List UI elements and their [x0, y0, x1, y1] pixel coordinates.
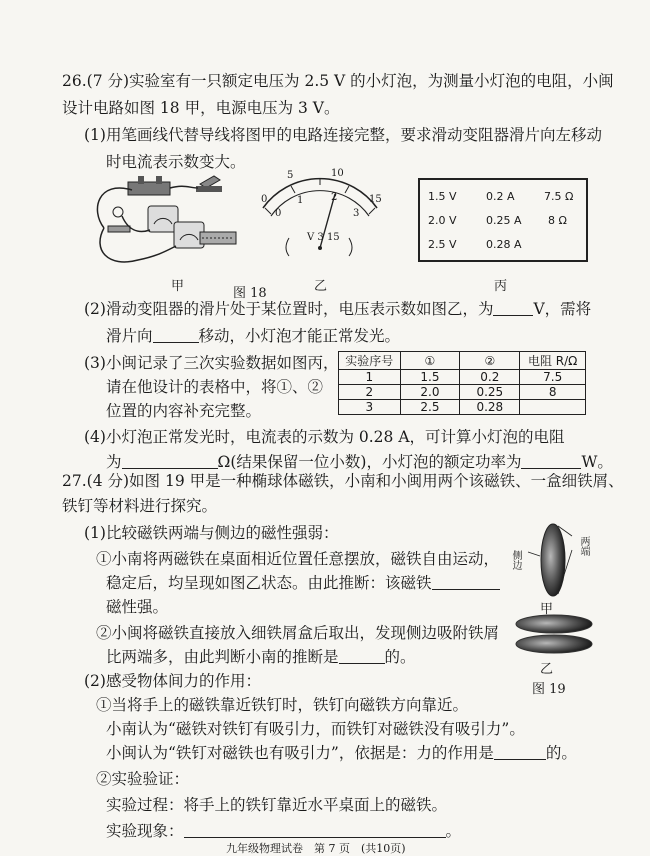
q26-part4-text-c: W。 — [581, 453, 613, 471]
q27-t1: ①当将手上的磁铁靠近铁钉时，铁钉向磁铁方向靠近。 — [96, 696, 469, 714]
q27-s2-line1: ②小闽将磁铁直接放入细铁屑盒后取出，发现侧边吸附铁屑 — [96, 624, 500, 642]
cell: 1.5 — [400, 370, 460, 385]
bing-r1-voltage: 1.5 V — [428, 190, 457, 203]
q26-stem-line2: 设计电路如图 18 甲，电源电压为 3 V。 — [62, 99, 340, 117]
cell: 0.2 — [460, 370, 520, 385]
fig19-side-label: 侧边 — [510, 550, 521, 570]
cell: 2.5 — [400, 400, 460, 415]
q27-t3-text-a: 小闽认为“铁钉对磁铁也有吸引力”，依据是：力的作用是 — [106, 744, 494, 762]
q27-s1-line2 — [106, 572, 500, 594]
q27-s1-line1: ①小南将两磁铁在桌面相近位置任意摆放，磁铁自由运动， — [96, 550, 500, 568]
scale-bottom-3: 3 — [353, 208, 360, 219]
fig19-label-jia: 甲 — [540, 602, 554, 617]
q26-part3-line3: 位置的内容补充完整。 — [106, 402, 262, 420]
header-resistance: 电阻 R/Ω — [520, 352, 586, 370]
q26-part1-line1: (1)用笔画线代替导线将图甲的电路连接完整，要求滑动变阻器滑片向左移动 — [84, 126, 602, 144]
scale-bottom-1: 1 — [297, 195, 304, 206]
q27-stem-line1: 27.(4 分)如图 19 甲是一种椭球体磁铁，小南和小闽用两个该磁铁、一盒细铁屑、 — [62, 472, 624, 490]
q27-s2-text-b: 的。 — [384, 648, 416, 666]
cell: 0.25 — [460, 385, 520, 400]
cell: 2 — [339, 385, 401, 400]
voltmeter-yi — [245, 168, 395, 268]
circuit-diagram-jia — [88, 170, 248, 275]
blank-power-answer[interactable] — [521, 452, 581, 469]
q27-t5: 实验过程：将手上的铁钉靠近水平桌面上的磁铁。 — [106, 796, 448, 814]
bing-r1-current: 0.2 A — [486, 190, 515, 203]
bing-r3-current: 0.28 A — [486, 238, 522, 251]
q27-s2-text-a: 比两端多，由此判断小南的推断是 — [106, 648, 339, 666]
cell: 2.0 — [400, 385, 460, 400]
q27-s2-line2 — [106, 646, 416, 668]
blank-resistance-answer[interactable] — [122, 452, 218, 469]
q26-part2-line1 — [84, 298, 591, 320]
q27-t3-text-b: 的。 — [545, 744, 577, 762]
q27-s1-line3: 磁性强。 — [106, 598, 169, 616]
blank-voltage-answer[interactable] — [493, 299, 533, 316]
bing-r1-resistance: 7.5 Ω — [544, 190, 574, 203]
scale-bottom-0: 0 — [275, 208, 282, 219]
data-table-bing — [418, 178, 588, 262]
q27-part2: (2)感受物体间力的作用： — [84, 672, 261, 690]
blank-slider-direction[interactable] — [153, 326, 199, 343]
fig18-label-bing: 丙 — [494, 279, 508, 294]
header-blank-2[interactable]: ② — [460, 352, 520, 370]
table-row — [339, 370, 586, 385]
blank-judgment[interactable] — [339, 647, 385, 664]
q26-part1-line2: 时电流表示数变大。 — [106, 153, 246, 171]
q26-part4-line1: (4)小灯泡正常发光时，电流表的示数为 0.28 A，可计算小灯泡的电阻 — [84, 428, 565, 446]
q26-part2-line2 — [106, 325, 400, 347]
q26-part2-text-b: V，需将 — [533, 300, 592, 318]
figure-19 — [508, 520, 598, 697]
q27-t6-end: 。 — [445, 822, 462, 840]
scale-bottom-2: 2 — [331, 192, 338, 203]
q26-part3-line2: 请在他设计的表格中，将①、② — [106, 378, 324, 396]
cell: 0.28 — [460, 400, 520, 415]
record-table — [338, 351, 586, 415]
table-row — [339, 400, 586, 415]
q27-t3 — [106, 742, 577, 764]
bing-r2-resistance: 8 Ω — [548, 214, 567, 227]
fig19-ends-label: 两端 — [578, 536, 589, 556]
fig19-label-yi: 乙 — [540, 662, 554, 677]
q26-part2-text-d: 移动，小灯泡才能正常发光。 — [198, 327, 401, 345]
cell — [520, 400, 586, 415]
blank-force-property[interactable] — [494, 743, 546, 760]
q27-t6 — [106, 820, 461, 842]
record-table-header — [339, 352, 586, 370]
fig18-label-yi: 乙 — [314, 279, 328, 294]
q26-stem-line1: 26.(7 分)实验室有一只额定电压为 2.5 V 的小灯泡，为测量小灯泡的电阻，小闽 — [62, 72, 614, 90]
voltmeter-terminals: V 3 15 — [307, 232, 340, 243]
q27-part1: (1)比较磁铁两端与侧边的磁性强弱： — [84, 524, 339, 542]
bing-r2-current: 0.25 A — [486, 214, 522, 227]
q27-t6-label: 实验现象： — [106, 822, 184, 840]
fig19-caption: 图 19 — [532, 682, 566, 697]
page-footer: 九年级物理试卷 第 7 页 (共10页) — [226, 842, 406, 855]
q27-t2: 小南认为“磁铁对铁钉有吸引力，而铁钉对磁铁没有吸引力”。 — [106, 720, 525, 738]
blank-phenomenon[interactable] — [184, 821, 446, 838]
cell: 1 — [339, 370, 401, 385]
header-blank-1[interactable]: ① — [400, 352, 460, 370]
scale-top-5: 5 — [287, 170, 294, 181]
q26-part4-text-a: 为 — [106, 453, 122, 471]
scale-top-0: 0 — [261, 194, 268, 205]
q26-part4-text-b: Ω(结果保留一位小数)，小灯泡的额定功率为 — [217, 453, 522, 471]
q26-part3-line1: (3)小闽记录了三次实验数据如图丙， — [84, 354, 339, 372]
scale-top-15: 15 — [369, 194, 382, 205]
fig18-caption: 图 18 — [233, 286, 267, 301]
scale-top-10: 10 — [331, 168, 344, 179]
q26-part2-text-c: 滑片向 — [106, 327, 153, 345]
table-row — [339, 385, 586, 400]
fig18-label-jia: 甲 — [171, 279, 185, 294]
cell: 7.5 — [520, 370, 586, 385]
header-trial-no: 实验序号 — [339, 352, 401, 370]
bing-r2-voltage: 2.0 V — [428, 214, 457, 227]
q27-s1-text: 稳定后，均呈现如图乙状态。由此推断：该磁铁 — [106, 574, 432, 592]
q26-part2-text-a: (2)滑动变阻器的滑片处于某位置时，电压表示数如图乙，为 — [84, 300, 494, 318]
cell: 3 — [339, 400, 401, 415]
q27-t4: ②实验验证： — [96, 770, 190, 788]
q27-stem-line2: 铁钉等材料进行探究。 — [62, 497, 218, 515]
cell: 8 — [520, 385, 586, 400]
bing-r3-voltage: 2.5 V — [428, 238, 457, 251]
blank-magnet-part[interactable] — [432, 573, 500, 590]
